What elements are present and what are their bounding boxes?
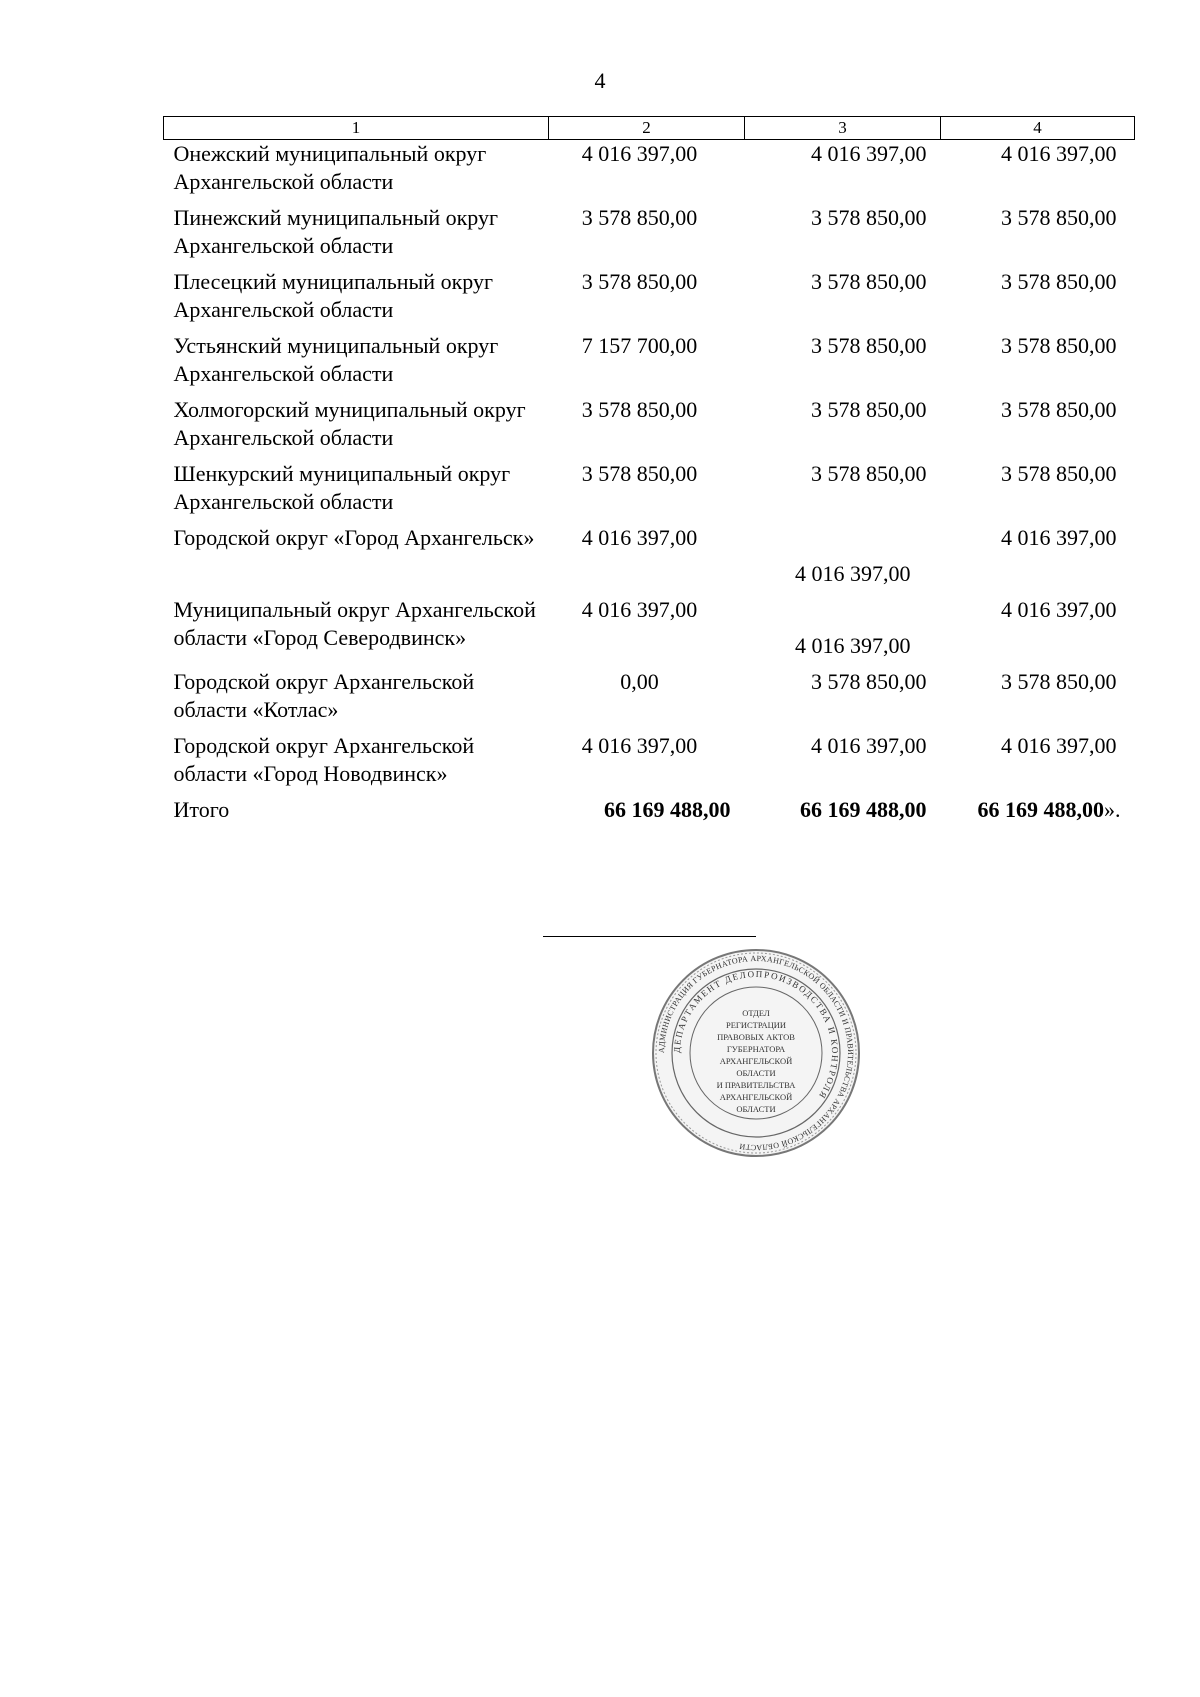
stamp-line: АРХАНГЕЛЬСКОЙ [719, 1056, 793, 1066]
municipality-name: Устьянский муниципальный округ Архангельской области [173, 333, 499, 386]
total-label: Итого [173, 797, 230, 822]
table-row [164, 732, 1135, 796]
municipality-name: Шенкурский муниципальный округ Архангельской области [173, 461, 511, 514]
amount-col4: 3 578 850,00 [1001, 461, 1117, 486]
table-row [164, 596, 1135, 668]
municipality-name: Городской округ Архангельской области «Город Новодвинск» [173, 733, 475, 786]
amount-col2: 4 016 397,00 [581, 597, 698, 622]
municipality-name: Муниципальный округ Архангельской области «Город Северодвинск» [173, 597, 536, 650]
stamp-outer-text: АДМИНИСТРАЦИЯ ГУБЕРНАТОРА АРХАНГЕЛЬСКОЙ ОБЛАСТИ И ПРАВИТЕЛЬСТВА АРХАНГЕЛЬСКОЙ ОБЛАСТИ [656, 953, 856, 1153]
amount-col3: 3 578 850,00 [811, 333, 927, 358]
amount-col2: 3 578 850,00 [581, 269, 698, 294]
stamp-inner-text: ДЕПАРТАМЕНТ ДЕЛОПРОИЗВОДСТВА И КОНТРОЛЯ [671, 968, 841, 1102]
amount-col3: 4 016 397,00 [795, 633, 911, 658]
stamp-line: ПРАВОВЫХ АКТОВ [717, 1032, 795, 1042]
stamp-line: И ПРАВИТЕЛЬСТВА [716, 1080, 796, 1090]
amount-col4: 3 578 850,00 [1001, 205, 1117, 230]
table-row [164, 668, 1135, 732]
stamp-line: РЕГИСТРАЦИИ [725, 1020, 787, 1030]
amount-col2: 4 016 397,00 [581, 141, 698, 166]
closing-quote: ». [1104, 797, 1121, 822]
column-number-row [164, 117, 1135, 140]
municipality-name: Холмогорский муниципальный округ Архангельской области [173, 397, 526, 450]
table-row [164, 460, 1135, 524]
amount-col2: 7 157 700,00 [581, 333, 698, 358]
municipality-name: Городской округ Архангельской области «Котлас» [173, 669, 475, 722]
table-row [164, 204, 1135, 268]
table-row [164, 140, 1135, 205]
table-row [164, 332, 1135, 396]
amount-col4: 3 578 850,00 [1001, 333, 1117, 358]
municipality-name: Городской округ «Город Архангельск» [173, 525, 535, 550]
total-col4: 66 169 488,00 [977, 797, 1104, 822]
amount-col2: 3 578 850,00 [581, 205, 698, 230]
amount-col2: 4 016 397,00 [581, 733, 698, 758]
amount-col2: 0,00 [620, 669, 659, 694]
municipality-name: Пинежский муниципальный округ Архангельской области [173, 205, 499, 258]
official-stamp [648, 948, 864, 1158]
amount-col2: 4 016 397,00 [581, 525, 698, 550]
total-col4-cell [941, 796, 1135, 824]
stamp-line: ОТДЕЛ [742, 1008, 770, 1018]
amount-col3: 3 578 850,00 [811, 669, 927, 694]
amount-col3: 3 578 850,00 [811, 269, 927, 294]
total-row [164, 796, 1135, 824]
amount-col4: 3 578 850,00 [1001, 397, 1117, 422]
column-number: 1 [164, 117, 549, 140]
amount-col4: 3 578 850,00 [1001, 269, 1117, 294]
separator-rule [543, 936, 756, 937]
amount-col2: 3 578 850,00 [581, 397, 698, 422]
table-row [164, 268, 1135, 332]
page-number: 4 [594, 68, 606, 93]
municipality-name: Онежский муниципальный округ Архангельской области [173, 141, 487, 194]
amount-col3: 4 016 397,00 [811, 141, 927, 166]
amount-col2: 3 578 850,00 [581, 461, 698, 486]
total-col3: 66 169 488,00 [800, 797, 927, 822]
amount-col3: 4 016 397,00 [811, 733, 927, 758]
column-number: 4 [941, 117, 1135, 140]
amount-col3: 3 578 850,00 [811, 461, 927, 486]
municipality-name: Плесецкий муниципальный округ Архангельской области [173, 269, 493, 322]
amount-col3: 4 016 397,00 [795, 561, 911, 586]
total-col2: 66 169 488,00 [604, 797, 731, 822]
allocation-table [163, 116, 1135, 824]
amount-col4: 4 016 397,00 [1001, 141, 1117, 166]
amount-col3: 3 578 850,00 [811, 205, 927, 230]
column-number: 2 [549, 117, 745, 140]
stamp-line: АРХАНГЕЛЬСКОЙ [719, 1092, 793, 1102]
column-number: 3 [745, 117, 941, 140]
amount-col4: 4 016 397,00 [1001, 525, 1117, 550]
table-row [164, 524, 1135, 596]
amount-col4: 4 016 397,00 [1001, 597, 1117, 622]
table-row [164, 396, 1135, 460]
stamp-line: ОБЛАСТИ [736, 1068, 776, 1078]
amount-col3: 3 578 850,00 [811, 397, 927, 422]
stamp-line: ГУБЕРНАТОРА [726, 1044, 786, 1054]
stamp-line: ОБЛАСТИ [736, 1104, 776, 1114]
amount-col4: 3 578 850,00 [1001, 669, 1117, 694]
amount-col4: 4 016 397,00 [1001, 733, 1117, 758]
